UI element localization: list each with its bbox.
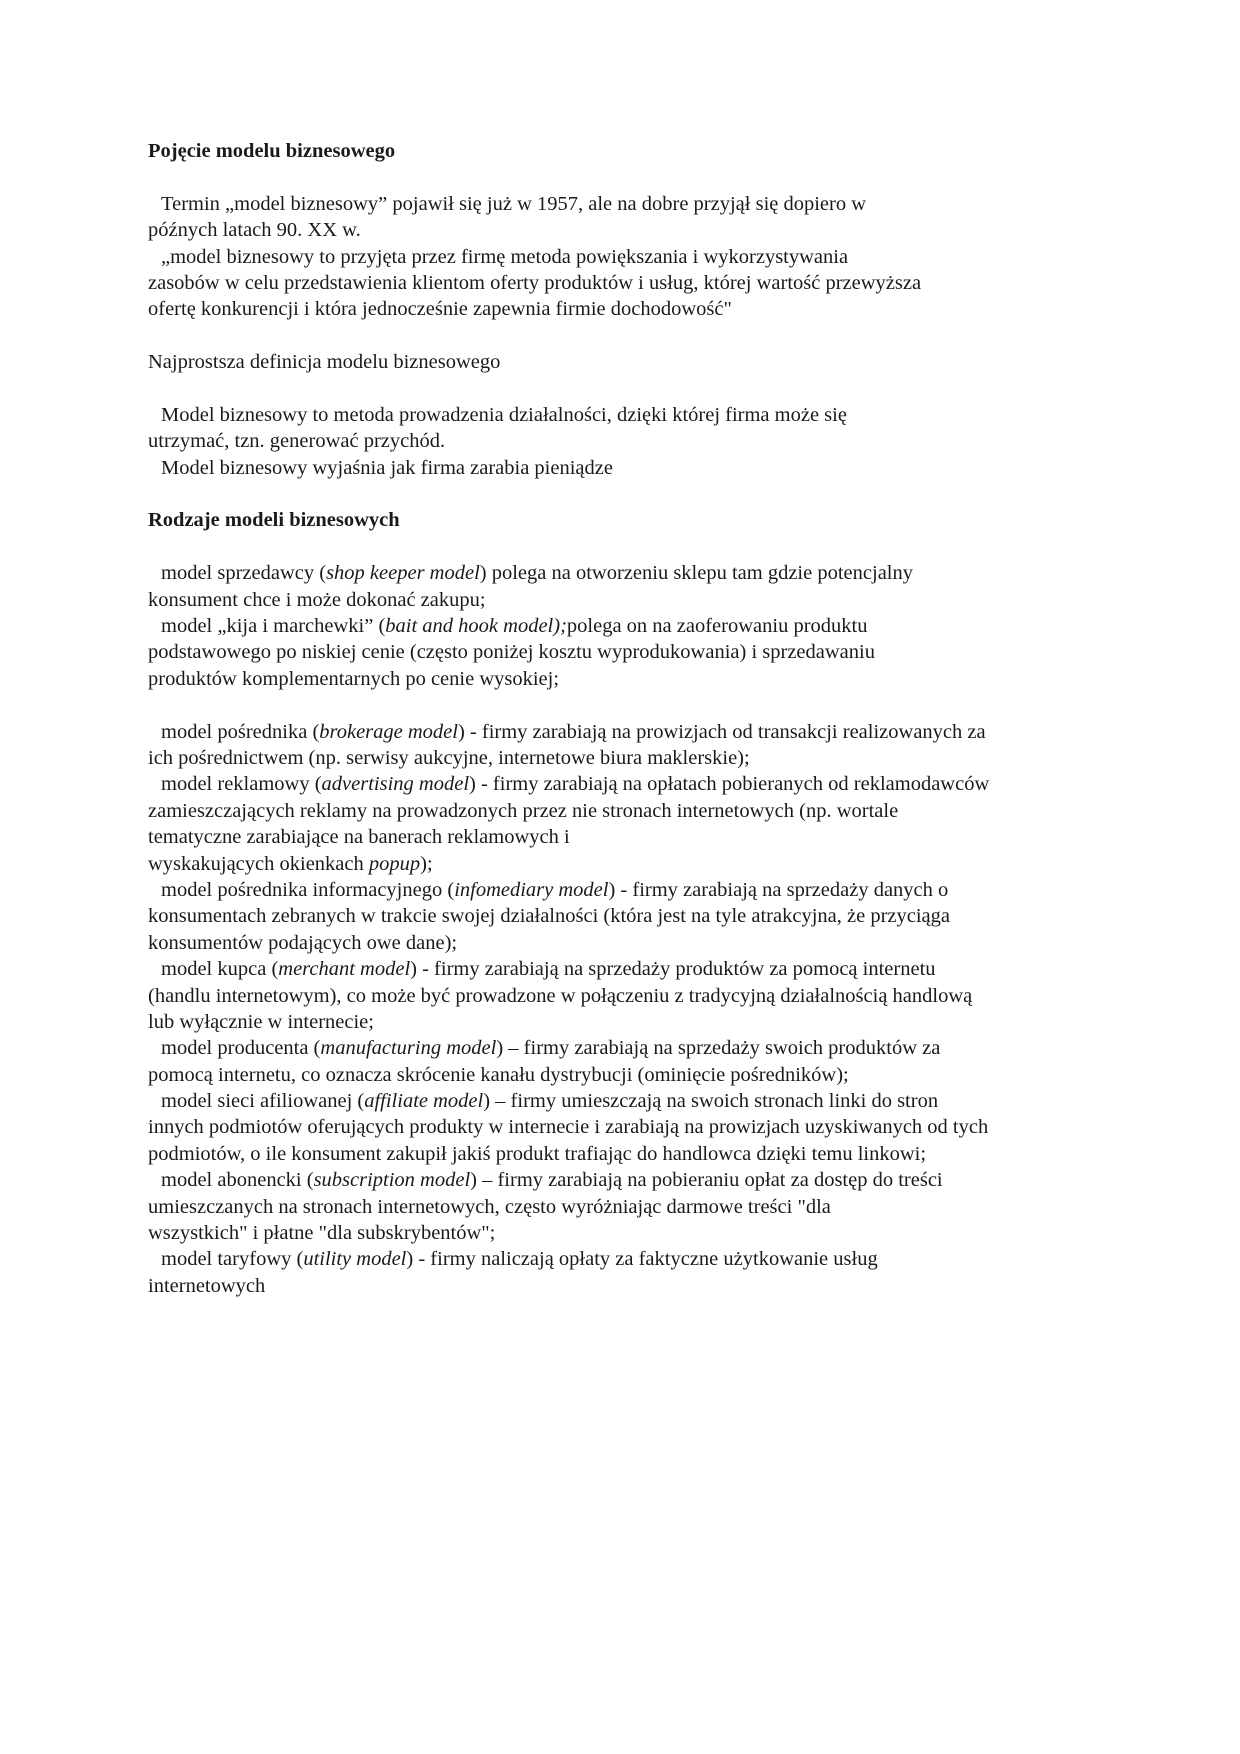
section-heading-business-model-concept: Pojęcie modelu biznesowego (148, 140, 396, 162)
spacer (148, 692, 1108, 718)
spacer (148, 481, 1108, 507)
list-item-merchant-model: model kupca (merchant model) - firmy zarabiają na sprzedaży produktów za pomocą internetu (handlu internetowym), co może być prowadzone w połączeniu z tradycyjną działalnością handlową lub wyłącznie w internecie; (148, 958, 973, 1033)
spacer (148, 534, 1108, 560)
paragraph-simple-definition-1: Model biznesowy to metoda prowadzenia działalności, dzięki której firma może się utrzymać, tzn. generować przychód. (148, 403, 847, 453)
list-item-brokerage-model: model pośrednika (brokerage model) - firmy zarabiają na prowizjach od transakcji realizowanych za ich pośrednictwem (np. serwisy aukcyjne, internetowe biura maklerskie); (148, 720, 986, 769)
paragraph-term-history: Termin „model biznesowy” pojawił się już w 1957, ale na dobre przyjął się dopiero w późnych latach 90. XX w. (148, 192, 867, 242)
list-item-affiliate-model: model sieci afiliowanej (affiliate model) – firmy umieszczają na swoich stronach linki do stron innych podmiotów oferujących produkty w internecie i zarabiają na prowizjach uzyskiwanych od tych podmiotów, o ile konsument zakupił jakiś produkt trafiając do handlowca dzięki temu linkowi; (148, 1090, 989, 1165)
paragraph-simple-definition-2: Model biznesowy wyjaśnia jak firma zarabia pieniądze (161, 456, 613, 479)
spacer (148, 164, 1108, 190)
list-item-subscription-model: model abonencki (subscription model) – firmy zarabiają na pobieraniu opłat za dostęp do treści umieszczanych na stronach internetowych, często wyróżniając darmowe treści "dla wszystkich" i płatne "dla subskrybentów"; (148, 1169, 943, 1245)
subheading-simple-definition: Najprostsza definicja modelu biznesowego (148, 351, 501, 374)
section-heading-business-model-types: Rodzaje modeli biznesowych (148, 509, 400, 532)
spacer (148, 323, 1108, 349)
list-item-bait-and-hook-model: model „kija i marchewki” (bait and hook model);polega on na zaoferowaniu produktu podstawowego po niskiej cenie (często poniżej kosztu wyprodukowania) i sprzedawaniu produktów komplementarnych po cenie wysokiej; (148, 615, 875, 690)
spacer (148, 376, 1108, 402)
list-item-manufacturing-model: model producenta (manufacturing model) – firmy zarabiają na sprzedaży swoich produktów za pomocą internetu, co oznacza skrócenie kanału dystrybucji (ominięcie pośredników); (148, 1037, 941, 1086)
document-page (148, 138, 1108, 1299)
list-item-utility-model: model taryfowy (utility model) - firmy naliczają opłaty za faktyczne użytkowanie usług internetowych (148, 1248, 878, 1297)
list-item-infomediary-model: model pośrednika informacyjnego (infomediary model) - firmy zarabiają na sprzedaży danych o konsumentach zebranych w trakcie swojej działalności (która jest na tyle atrakcyjna, że przyciąga konsumentów podających owe dane); (148, 878, 950, 954)
list-item-advertising-model: model reklamowy (advertising model) - firmy zarabiają na opłatach pobieranych od reklamodawców zamieszczających reklamy na prowadzonych przez nie stronach internetowych (np. wortale tematyczne zarabiające na banerach reklamowych i wyskakujących okienkach popup); (148, 773, 990, 875)
paragraph-definition-quote: „model biznesowy to przyjęta przez firmę metoda powiększania i wykorzystywania zasobów w celu przedstawienia klientom oferty produktów i usług, której wartość przewyższa ofertę konkurencji i która jednocześnie zapewnia firmie dochodowość" (148, 245, 922, 321)
list-item-shop-keeper-model: model sprzedawcy (shop keeper model) polega na otworzeniu sklepu tam gdzie potencjalny konsument chce i może dokonać zakupu; (148, 562, 913, 611)
